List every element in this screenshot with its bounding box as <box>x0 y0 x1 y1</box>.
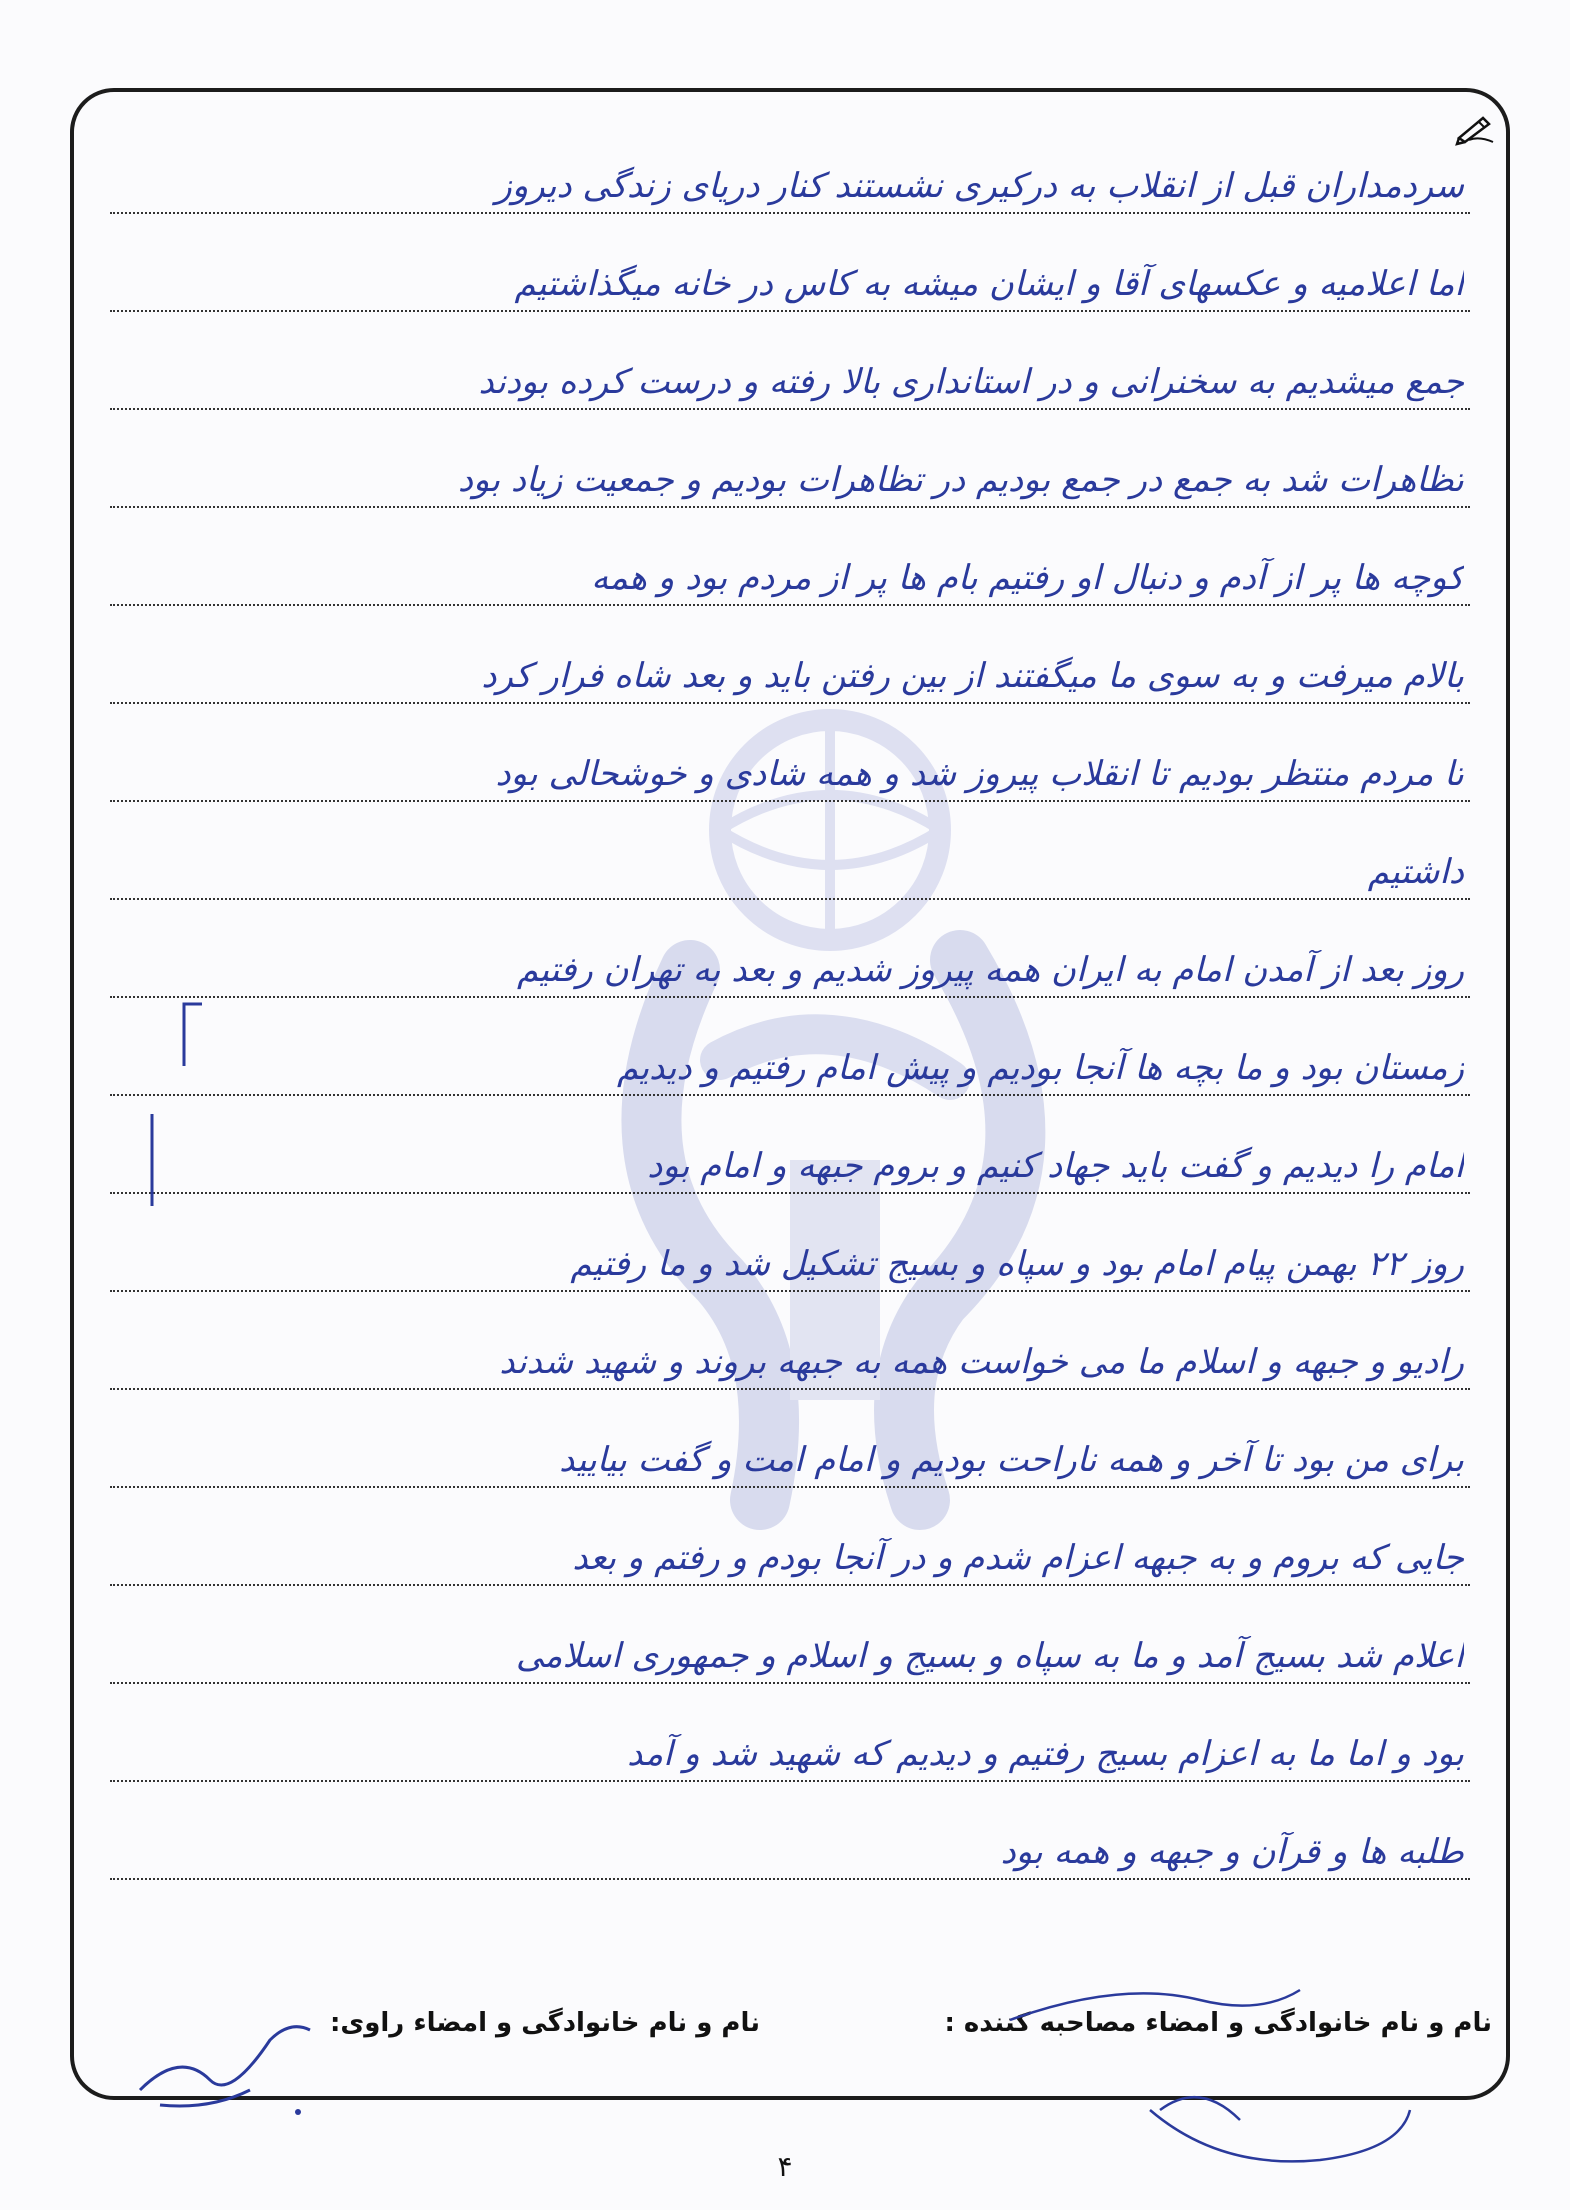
text-line <box>110 1392 1470 1488</box>
handwritten-line-text: داشتیم <box>1367 852 1464 892</box>
handwritten-line-text: سردمداران قبل از انقلاب به درکیری نشستند کنار دریای زندگی دیروز <box>495 166 1464 206</box>
text-line <box>110 1196 1470 1292</box>
dotted-rule <box>110 310 1470 312</box>
text-line <box>110 412 1470 508</box>
dotted-rule <box>110 1388 1470 1390</box>
text-line <box>110 1098 1470 1194</box>
handwritten-line-text: جمع میشدیم به سخنرانی و در استانداری بالا رفته و درست کرده بودند <box>478 362 1464 402</box>
narrator-signature-label: نام و نام خانوادگی و امضاء راوی: <box>330 2008 760 2038</box>
dotted-rule <box>110 1290 1470 1292</box>
dotted-rule <box>110 702 1470 704</box>
handwritten-line-text: تظاهرات شد به جمع در جمع بودیم در تظاهرات بودیم و جمعیت زیاد بود <box>457 460 1464 500</box>
interviewer-signature <box>1000 1960 1420 2180</box>
text-line <box>110 1000 1470 1096</box>
handwritten-line-text: اعلام شد بسیج آمد و ما به سپاه و بسیج و اسلام و جمهوری اسلامی <box>515 1636 1464 1676</box>
dotted-rule <box>110 212 1470 214</box>
dotted-rule <box>110 1780 1470 1782</box>
text-line <box>110 1490 1470 1586</box>
text-line <box>110 216 1470 312</box>
handwritten-line-text: روز بعد از آمدن امام به ایران همه پیروز شدیم و بعد به تهران رفتیم <box>517 950 1464 990</box>
handwritten-line-text: برای من بود تا آخر و همه ناراحت بودیم و امام امت و گفت بیایید <box>559 1440 1464 1480</box>
dotted-rule <box>110 1682 1470 1684</box>
handwritten-line-text: رادیو و جبهه و اسلام ما می خواست همه به جبهه بروند و شهید شدند <box>499 1342 1464 1382</box>
handwritten-text-area <box>110 118 1470 1998</box>
page-number: ۴ <box>777 2150 793 2183</box>
interviewer-signature-label: نام و نام خانوادگی و امضاء مصاحبه کننده : <box>944 2008 1492 2038</box>
handwritten-line-text: بالام میرفت و به سوی ما میگفتند از بین رفتن باید و بعد شاه فرار کرد <box>481 656 1464 696</box>
text-line <box>110 1294 1470 1390</box>
text-line <box>110 510 1470 606</box>
dotted-rule <box>110 1486 1470 1488</box>
dotted-rule <box>110 898 1470 900</box>
dotted-rule <box>110 996 1470 998</box>
margin-bracket-mark <box>140 1110 164 1210</box>
handwritten-line-text: زمستان بود و ما بچه ها آنجا بودیم و پیش امام رفتیم و دیدیم <box>617 1048 1464 1088</box>
text-line <box>110 902 1470 998</box>
dotted-rule <box>110 800 1470 802</box>
handwritten-line-text: بود و اما ما به اعزام بسیج رفتیم و دیدیم که شهید شد و آمد <box>627 1734 1464 1774</box>
handwritten-line-text: اما اعلامیه و عکسهای آقا و ایشان میشه به کاس در خانه میگذاشتیم <box>514 264 1464 304</box>
text-line <box>110 118 1470 214</box>
dotted-rule <box>110 1878 1470 1880</box>
dotted-rule <box>110 506 1470 508</box>
handwritten-line-text: طلبه ها و قرآن و جبهه و همه بود <box>1000 1832 1464 1872</box>
text-line <box>110 608 1470 704</box>
handwritten-line-text: جایی که بروم و به جبهه اعزام شدم و در آنجا بودم و رفتم و بعد <box>572 1538 1464 1578</box>
margin-bracket-mark <box>178 1000 208 1070</box>
dotted-rule <box>110 1192 1470 1194</box>
dotted-rule <box>110 1094 1470 1096</box>
text-line <box>110 1686 1470 1782</box>
text-line <box>110 314 1470 410</box>
text-line <box>110 1784 1470 1880</box>
handwritten-line-text: تا مردم منتظر بودیم تا انقلاب پیروز شد و همه شادی و خوشحالی بود <box>495 754 1464 794</box>
text-line <box>110 706 1470 802</box>
narrator-signature <box>120 2010 320 2120</box>
text-line <box>110 1588 1470 1684</box>
handwritten-line-text: امام را دیدیم و گفت باید جهاد کنیم و بروم جبهه و امام بود <box>647 1146 1464 1186</box>
dotted-rule <box>110 1584 1470 1586</box>
dotted-rule <box>110 604 1470 606</box>
handwritten-line-text: روز ۲۲ بهمن پیام امام بود و سپاه و بسیج تشکیل شد و ما رفتیم <box>570 1244 1464 1284</box>
handwritten-line-text: کوچه ها پر از آدم و دنبال او رفتیم بام ها پر از مردم بود و همه <box>591 558 1464 598</box>
dotted-rule <box>110 408 1470 410</box>
text-line <box>110 804 1470 900</box>
